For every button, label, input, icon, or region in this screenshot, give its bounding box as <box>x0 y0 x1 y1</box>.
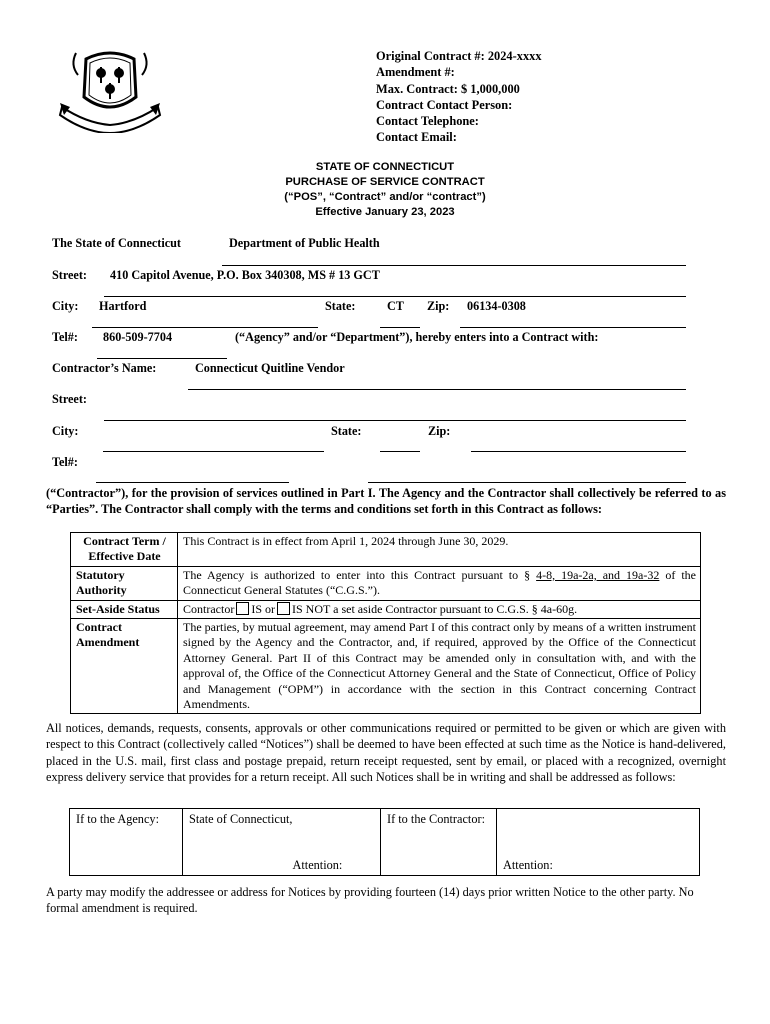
if-to-contractor-cell <box>381 809 497 876</box>
contractor-tel-underline <box>96 482 289 483</box>
statutory-authority-label: Statutory Authority <box>71 566 178 600</box>
if-to-agency-label: If to the Agency: <box>76 812 159 826</box>
set-aside-is: IS or <box>251 601 275 616</box>
agency-zip: 06134-0308 <box>467 299 526 313</box>
contractor-name: Connecticut Quitline Vendor <box>195 361 345 375</box>
authority-statutes-link: 4-8, 19a-2a, and 19a-32 <box>536 567 660 582</box>
contract-term-label: Contract Term / Effective Date <box>71 533 178 567</box>
footer-paragraph: A party may modify the addressee or address for Notices by providing fourteen (14) days prior written Notice to the other party. No formal amendment is required. <box>46 885 694 916</box>
contractor-city-underline <box>103 451 324 452</box>
table-row <box>71 600 701 618</box>
if-to-agency-cell <box>70 809 183 876</box>
agency-city-underline <box>92 327 318 328</box>
agency-enters-text: (“Agency” and/or “Department”), hereby enters into a Contract with: <box>235 330 599 344</box>
state-seal-logo <box>56 45 164 133</box>
contractor-address-cell <box>497 809 700 876</box>
title-line-1: STATE OF CONNECTICUT <box>315 161 455 173</box>
contractor-zip-label: Zip: <box>428 424 451 438</box>
contractor-street-underline <box>104 420 686 421</box>
department-underline <box>222 265 686 266</box>
contract-header-info <box>376 48 542 146</box>
contractor-extra-underline <box>368 482 686 483</box>
state-label: The State of Connecticut <box>52 236 181 250</box>
agency-attention: Attention: <box>292 858 343 872</box>
contractor-name-label: Contractor’s Name: <box>52 361 157 375</box>
agency-zip-underline <box>460 327 686 328</box>
agency-state: CT <box>387 299 404 313</box>
department-name: Department of Public Health <box>229 236 380 250</box>
agency-state-underline <box>380 327 420 328</box>
contact-telephone: Contact Telephone: <box>376 114 479 129</box>
is-checkbox[interactable] <box>236 602 249 615</box>
contract-contact-person: Contract Contact Person: <box>376 97 513 112</box>
notice-address-table <box>69 808 700 876</box>
contract-term-text: This Contract is in effect from April 1, 2024 through June 30, 2029. <box>178 533 701 567</box>
authority-text-pre: The Agency is authorized to enter into this Contract pursuant to § <box>183 567 537 582</box>
table-row <box>71 533 701 567</box>
contract-amendment-text: The parties, by mutual agreement, may amend Part I of this contract only by means of a written instrument signed by the Agency and the Contractor, and, if required, approved by the Office of the Connecticut Attorney General. Part II of this Contract may be amended only in consultation with, and with the approval of, the Office of the Connecticut Attorney General and the State of Connecticut, Office of Policy and Management (“OPM”) in accordance with the section in this Contract concerning Contract Amendments. <box>178 619 701 714</box>
agency-street-underline <box>104 296 686 297</box>
contractor-street-label: Street: <box>52 392 87 406</box>
statutory-authority-text <box>178 566 701 600</box>
agency-state-label: State: <box>325 299 356 313</box>
set-aside-text <box>178 600 701 618</box>
agency-tel-underline <box>97 358 227 359</box>
title-line-4: Effective January 23, 2023 <box>315 206 455 218</box>
agency-city: Hartford <box>99 299 147 313</box>
agency-street-label: Street: <box>52 268 87 282</box>
original-contract-number: Original Contract #: 2024-xxxx <box>376 49 542 63</box>
intro-paragraph: (“Contractor”), for the provision of services outlined in Part I. The Agency and the Contractor shall collectively be referred to as “Parties”. The Contractor shall comply with the terms and conditions set forth in this Contract as follows: <box>46 486 726 516</box>
contractor-state-underline <box>380 451 420 452</box>
title-line-2: PURCHASE OF SERVICE CONTRACT <box>285 176 485 188</box>
table-row <box>70 809 700 876</box>
agency-tel-label: Tel#: <box>52 330 78 344</box>
agency-city-label: City: <box>52 299 79 313</box>
agency-tel: 860-509-7704 <box>103 330 173 344</box>
amendment-number: Amendment #: <box>376 65 455 80</box>
authority-text-post: of the Connecticut General Statutes (“C.G.S.”). <box>183 567 697 598</box>
set-aside-label: Set-Aside Status <box>71 600 178 618</box>
agency-zip-label: Zip: <box>427 299 450 313</box>
table-row <box>71 619 701 714</box>
agency-address: State of Connecticut, <box>189 812 293 826</box>
title-line-3: (“POS”, “Contract” and/or “contract”) <box>284 191 486 203</box>
table-row <box>71 566 701 600</box>
set-aside-contractor: Contractor <box>183 601 235 616</box>
notices-paragraph: All notices, demands, requests, consents, approvals or other communications required or permitted to be given or which are given with respect to this Contract (collectively called “Notices”) shall be deemed to have been effected at such time as the Notice is hand-delivered, placed in the U.S. mail, first class and postage prepaid, return receipt requested, sent by email, or placed with a recognized, overnight express delivery service that provides for a return receipt. All such Notices shall be in writing and shall be addressed as follows: <box>46 721 726 784</box>
contract-amendment-label: Contract Amendment <box>71 619 178 714</box>
is-not-checkbox[interactable] <box>277 602 290 615</box>
contractor-zip-underline <box>471 451 686 452</box>
agency-street: 410 Capitol Avenue, P.O. Box 340308, MS # 13 GCT <box>110 268 380 282</box>
contractor-state-label: State: <box>331 424 362 438</box>
if-to-contractor-label: If to the Contractor: <box>387 812 486 826</box>
max-contract: Max. Contract: $ 1,000,000 <box>376 81 520 96</box>
set-aside-rest: IS NOT a set aside Contractor pursuant to C.G.S. § 4a-60g. <box>292 601 578 616</box>
contractor-tel-label: Tel#: <box>52 455 78 469</box>
contractor-attention: Attention: <box>503 858 553 872</box>
agency-address-cell <box>183 809 381 876</box>
document-title <box>0 160 770 220</box>
contractor-city-label: City: <box>52 424 79 438</box>
contractor-name-underline <box>188 389 686 390</box>
contact-email: Contact Email: <box>376 130 457 145</box>
contract-terms-table <box>70 532 701 714</box>
